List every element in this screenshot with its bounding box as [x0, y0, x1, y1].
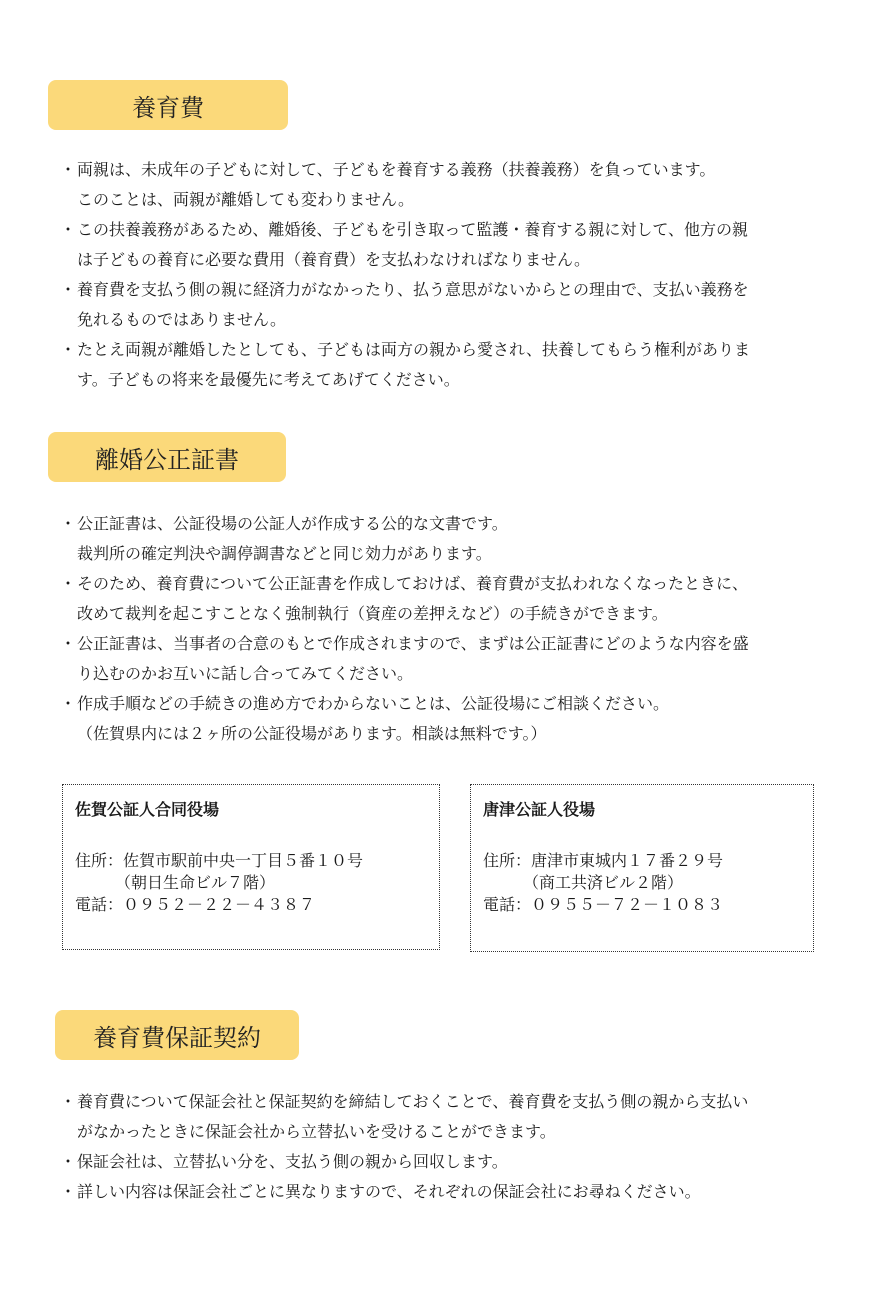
list-item: [60, 629, 860, 689]
section-heading-label: 養育費保証契約: [93, 1023, 261, 1052]
list-item: [60, 509, 860, 569]
bullet-mark: ・: [60, 220, 77, 239]
section-heading-label: 離婚公正証書: [95, 445, 239, 474]
bullet-mark: ・: [60, 1152, 77, 1171]
list-item-text: 詳しい内容は保証会社ごとに異なりますので、それぞれの保証会社にお尋ねください。: [77, 1182, 701, 1201]
section3-bullet-list: [60, 1087, 860, 1207]
section2-bullet-list: [60, 509, 860, 749]
list-item: [60, 1177, 860, 1207]
office-address-building: （商工共済ビル２階）: [483, 873, 684, 892]
list-item: [60, 155, 860, 215]
list-item-text: たとえ両親が離婚したとしても、子どもは両方の親から愛され、扶養してもらう権利がありま す。子どもの将来を最優先に考えてあげてください。: [77, 340, 750, 389]
section1-bullet-list: [60, 155, 860, 395]
section-heading-kosei-shosho: [48, 432, 286, 482]
bullet-mark: ・: [60, 340, 77, 359]
list-item-text: そのため、養育費について公正証書を作成しておけば、養育費が支払われなくなったときに、 改めて裁判を起こすことなく強制執行（資産の差押えなど）の手続きができます。: [77, 574, 749, 623]
bullet-mark: ・: [60, 634, 77, 653]
bullet-mark: ・: [60, 694, 77, 713]
list-item-text: 養育費について保証会社と保証契約を締結しておくことで、養育費を支払う側の親から支払い がなかったときに保証会社から立替払いを受けることができます。: [77, 1092, 749, 1141]
list-item-text: 公正証書は、当事者の合意のもとで作成されますので、まずは公正証書にどのような内容を盛 り込むのかお互いに話し合ってみてください。: [77, 634, 749, 683]
office-phone: 電話：０９５５－７２－１０８３: [483, 895, 724, 914]
list-item: [60, 335, 860, 395]
list-item-text: この扶養義務があるため、離婚後、子どもを引き取って監護・養育する親に対して、他方の親 は子どもの養育に必要な費用（養育費）を支払わなければなりません。: [77, 220, 749, 269]
office-address: 住所：佐賀市駅前中央一丁目５番１０号: [75, 851, 364, 870]
bullet-mark: ・: [60, 1182, 77, 1201]
office-box-saga: [62, 784, 440, 950]
list-item: [60, 689, 860, 749]
section-heading-hosho-keiyaku: [55, 1010, 299, 1060]
office-address-building: （朝日生命ビル７階）: [75, 873, 276, 892]
list-item: [60, 569, 860, 629]
list-item-text: 両親は、未成年の子どもに対して、子どもを養育する義務（扶養義務）を負っています。 このことは、両親が離婚しても変わりません。: [77, 160, 716, 209]
office-phone: 電話：０９５２－２２－４３８７: [75, 895, 316, 914]
office-name: 唐津公証人役場: [483, 800, 596, 819]
bullet-mark: ・: [60, 574, 77, 593]
list-item: [60, 275, 860, 335]
list-item: [60, 215, 860, 275]
section-heading-label: 養育費: [132, 93, 204, 122]
office-address: 住所：唐津市東城内１７番２９号: [483, 851, 724, 870]
bullet-mark: ・: [60, 280, 77, 299]
bullet-mark: ・: [60, 160, 77, 179]
list-item-text: 作成手順などの手続きの進め方でわからないことは、公証役場にご相談ください。 （佐賀県内には２ヶ所の公証役場があります。相談は無料です。）: [77, 694, 670, 743]
bullet-mark: ・: [60, 514, 77, 533]
office-name: 佐賀公証人合同役場: [75, 800, 220, 819]
list-item: [60, 1087, 860, 1147]
list-item-text: 保証会社は、立替払い分を、支払う側の親から回収します。: [77, 1152, 508, 1171]
list-item-text: 養育費を支払う側の親に経済力がなかったり、払う意思がないからとの理由で、支払い義務を 免れるものではありません。: [77, 280, 749, 329]
office-box-karatsu: [470, 784, 814, 952]
list-item: [60, 1147, 860, 1177]
list-item-text: 公正証書は、公証役場の公証人が作成する公的な文書です。 裁判所の確定判決や調停調書などと同じ効力があります。: [77, 514, 508, 563]
section-heading-youikuhi: [48, 80, 288, 130]
bullet-mark: ・: [60, 1092, 77, 1111]
